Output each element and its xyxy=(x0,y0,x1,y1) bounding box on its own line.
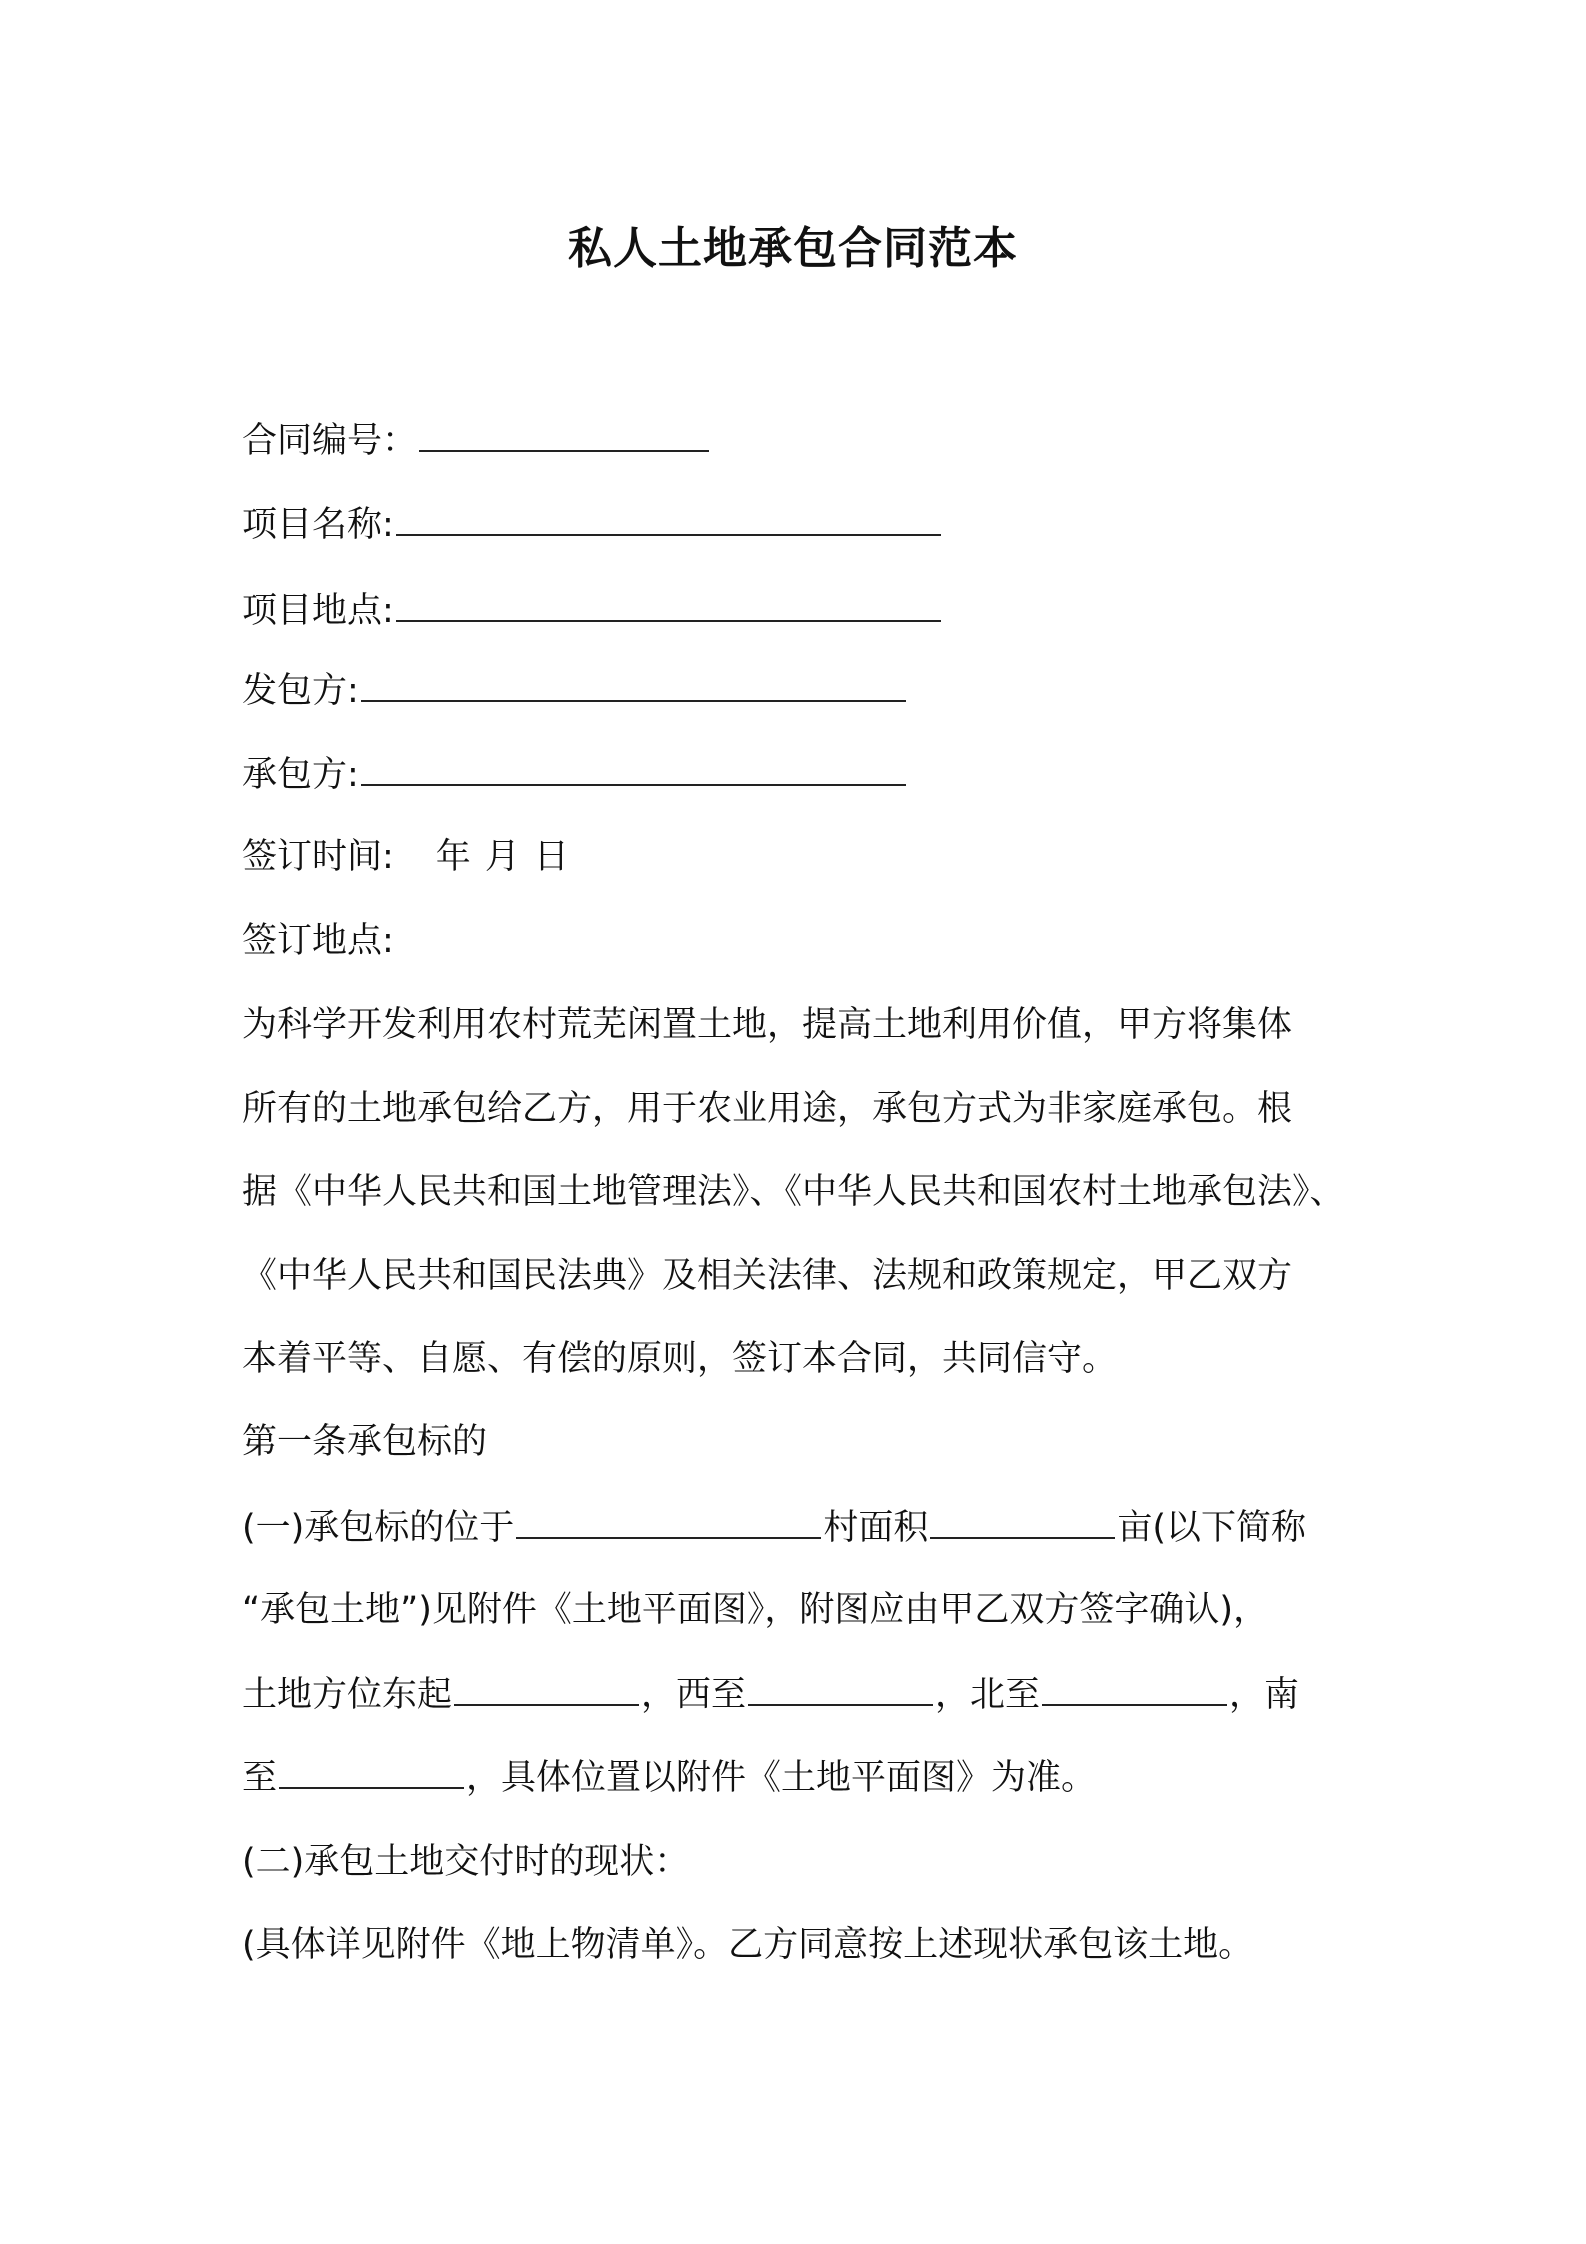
day-text: 日 xyxy=(533,837,569,877)
clause-1-line-2: “承包土地”)见附件《土地平面图》，附图应由甲乙双方签字确认)， xyxy=(242,1590,1269,1630)
clause-1-text-a: (一)承包标的位于 xyxy=(242,1508,515,1548)
contractor-blank xyxy=(361,752,906,786)
east-label: 土地方位东起 xyxy=(242,1675,453,1715)
month-text: 月 xyxy=(484,837,520,877)
area-blank xyxy=(930,1505,1115,1539)
north-label: ，北至 xyxy=(935,1675,1041,1715)
contractor-label: 承包方: xyxy=(242,755,359,795)
project-name-label: 项目名称: xyxy=(242,505,394,545)
clause-1-text-b: 村面积 xyxy=(823,1508,929,1548)
preamble-line-3: 据《中华人民共和国土地管理法》、《中华人民共和国农村土地承包法》、 xyxy=(242,1172,1345,1212)
issuer-line xyxy=(242,668,908,713)
clause-1-text-c: 亩(以下简称 xyxy=(1117,1508,1306,1548)
south-label-cont: 至 xyxy=(242,1758,278,1798)
clause-2-text: (具体详见附件《地上物清单》。乙方同意按上述现状承包该土地。 xyxy=(242,1925,1254,1965)
south-label: ，南 xyxy=(1229,1675,1300,1715)
sign-time-line xyxy=(242,835,569,879)
project-location-blank xyxy=(396,588,941,622)
west-blank xyxy=(748,1672,933,1706)
clause-1-line-3 xyxy=(242,1672,1299,1717)
project-name-line xyxy=(242,502,943,547)
year-text: 年 xyxy=(435,837,471,877)
document-title: 私人土地承包合同范本 xyxy=(568,223,1018,274)
preamble-line-5: 本着平等、自愿、有偿的原则，签订本合同，共同信守。 xyxy=(242,1339,1118,1379)
article-1-title: 第一条承包标的 xyxy=(242,1422,488,1462)
clause-1-text-end: ，具体位置以附件《土地平面图》为准。 xyxy=(466,1758,1097,1798)
sign-place-label: 签订地点: xyxy=(242,921,394,961)
east-blank xyxy=(454,1672,639,1706)
contract-number-blank xyxy=(419,418,709,452)
project-name-blank xyxy=(396,502,941,536)
clause-1-line-4 xyxy=(242,1755,1096,1800)
preamble-line-4: 《中华人民共和国民法典》及相关法律、法规和政策规定，甲乙双方 xyxy=(242,1256,1293,1296)
project-location-label: 项目地点: xyxy=(242,591,394,631)
village-blank xyxy=(516,1505,821,1539)
issuer-label: 发包方: xyxy=(242,671,359,711)
contract-number-line xyxy=(242,418,711,463)
contractor-line xyxy=(242,752,908,797)
clause-2-title: (二)承包土地交付时的现状： xyxy=(242,1842,690,1882)
clause-1-line-1 xyxy=(242,1505,1306,1550)
preamble-line-1: 为科学开发利用农村荒芜闲置土地，提高土地利用价值，甲方将集体 xyxy=(242,1005,1293,1045)
project-location-line xyxy=(242,588,943,633)
north-blank xyxy=(1042,1672,1227,1706)
preamble-line-2: 所有的土地承包给乙方，用于农业用途，承包方式为非家庭承包。根 xyxy=(242,1089,1293,1129)
issuer-blank xyxy=(361,668,906,702)
sign-place-line xyxy=(242,919,394,963)
south-blank xyxy=(279,1755,464,1789)
contract-number-label: 合同编号： xyxy=(242,421,418,461)
west-label: ，西至 xyxy=(641,1675,747,1715)
sign-time-label: 签订时间: xyxy=(242,837,394,877)
